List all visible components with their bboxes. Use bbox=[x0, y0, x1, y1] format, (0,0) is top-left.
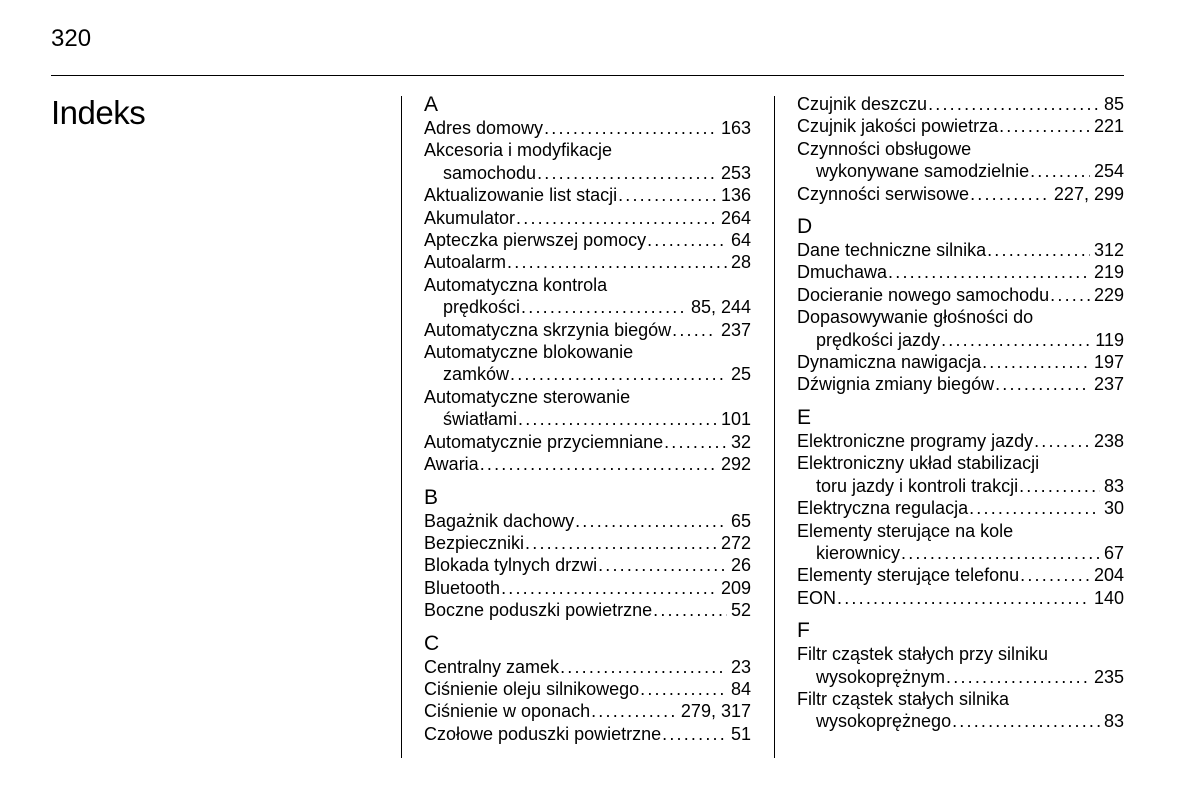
index-entry bbox=[424, 656, 751, 678]
index-entry bbox=[797, 351, 1124, 373]
entry-term: Czujnik deszczu bbox=[797, 94, 928, 114]
entry-page-ref: 140 bbox=[1093, 587, 1124, 608]
page-number: 320 bbox=[51, 25, 92, 52]
entry-page-ref: 227, 299 bbox=[1053, 183, 1124, 204]
dot-leader bbox=[516, 207, 717, 229]
entry-term: kierownicy bbox=[816, 542, 901, 563]
entry-term: Akumulator bbox=[424, 207, 516, 228]
index-column-2 bbox=[797, 93, 1124, 743]
entry-term: Automatyczna kontrola bbox=[424, 274, 608, 295]
entry-line bbox=[424, 408, 751, 430]
entry-term: Ciśnienie w oponach bbox=[424, 701, 591, 722]
entry-line bbox=[424, 599, 751, 621]
index-section bbox=[424, 93, 751, 476]
entry-line bbox=[797, 430, 1124, 452]
dot-leader bbox=[501, 577, 717, 599]
index-entry bbox=[797, 93, 1124, 115]
dot-leader bbox=[647, 229, 727, 251]
index-entry bbox=[797, 261, 1124, 283]
entry-term: Dopasowywanie głośności do bbox=[797, 307, 1034, 328]
entry-line bbox=[424, 207, 751, 229]
entry-term: Docieranie nowego samochodu bbox=[797, 284, 1050, 305]
index-entry bbox=[424, 319, 751, 341]
entry-line bbox=[797, 497, 1124, 519]
entry-line bbox=[424, 251, 751, 273]
entry-term: światłami bbox=[443, 409, 518, 430]
entry-line bbox=[424, 700, 751, 722]
entry-page-ref: 28 bbox=[730, 252, 751, 273]
index-entry bbox=[424, 700, 751, 722]
index-entry bbox=[424, 117, 751, 139]
index-entry bbox=[797, 239, 1124, 261]
entry-term: Bezpieczniki bbox=[424, 532, 525, 553]
entry-line bbox=[424, 453, 751, 475]
dot-leader bbox=[952, 710, 1100, 732]
entry-line bbox=[424, 139, 751, 161]
section-letter: C bbox=[424, 631, 440, 655]
dot-leader bbox=[928, 93, 1100, 115]
index-entry bbox=[797, 138, 1124, 183]
entry-line bbox=[424, 162, 751, 184]
entry-line bbox=[797, 666, 1124, 688]
entry-term: wykonywane samodzielnie bbox=[816, 161, 1030, 182]
entry-page-ref: 84 bbox=[730, 678, 751, 699]
index-entry bbox=[797, 643, 1124, 688]
entry-line bbox=[424, 723, 751, 745]
dot-leader bbox=[591, 700, 677, 722]
index-section bbox=[797, 406, 1124, 609]
dot-leader bbox=[999, 115, 1090, 137]
entry-page-ref: 235 bbox=[1093, 666, 1124, 687]
dot-leader bbox=[507, 251, 727, 273]
entry-term: samochodu bbox=[443, 162, 537, 183]
entry-line bbox=[424, 184, 751, 206]
entry-page-ref: 119 bbox=[1095, 329, 1124, 350]
index-entry bbox=[424, 723, 751, 745]
entry-line bbox=[797, 643, 1124, 665]
dot-leader bbox=[888, 261, 1090, 283]
entry-page-ref: 64 bbox=[730, 230, 751, 251]
entry-line bbox=[797, 284, 1124, 306]
dot-leader bbox=[1019, 475, 1100, 497]
entry-term: Autoalarm bbox=[424, 252, 507, 273]
entry-page-ref: 163 bbox=[720, 118, 751, 138]
index-entry bbox=[797, 587, 1124, 609]
dot-leader bbox=[969, 497, 1100, 519]
dot-leader bbox=[521, 296, 687, 318]
entry-term: Filtr cząstek stałych przy silniku bbox=[797, 644, 1049, 665]
dot-leader bbox=[1030, 160, 1090, 182]
index-entry bbox=[424, 184, 751, 206]
index-entry bbox=[797, 306, 1124, 351]
entry-term: Aktualizowanie list stacji bbox=[424, 185, 618, 206]
index-entry bbox=[424, 139, 751, 184]
entry-page-ref: 85, 244 bbox=[690, 297, 751, 318]
index-entry bbox=[424, 431, 751, 453]
entry-page-ref: 65 bbox=[730, 510, 751, 531]
entry-term: Dmuchawa bbox=[797, 262, 888, 283]
entry-line bbox=[797, 373, 1124, 395]
index-entry bbox=[424, 207, 751, 229]
dot-leader bbox=[987, 239, 1090, 261]
index-entry bbox=[424, 532, 751, 554]
entry-page-ref: 85 bbox=[1103, 94, 1124, 114]
entry-line bbox=[797, 93, 1124, 115]
entry-page-ref: 23 bbox=[730, 656, 751, 677]
entry-term: Boczne poduszki powietrzne bbox=[424, 600, 653, 621]
entry-line bbox=[424, 510, 751, 532]
entry-page-ref: 204 bbox=[1093, 565, 1124, 586]
entry-page-ref: 83 bbox=[1103, 475, 1124, 496]
section-letter: D bbox=[797, 215, 813, 239]
dot-leader bbox=[662, 723, 727, 745]
section-letter: E bbox=[797, 405, 812, 429]
dot-leader bbox=[837, 587, 1090, 609]
index-section bbox=[797, 215, 1124, 396]
dot-leader bbox=[598, 554, 727, 576]
entry-page-ref: 253 bbox=[720, 162, 751, 183]
entry-line bbox=[797, 564, 1124, 586]
index-entry bbox=[797, 115, 1124, 137]
entry-page-ref: 52 bbox=[730, 600, 751, 621]
dot-leader bbox=[901, 542, 1100, 564]
index-column-1 bbox=[424, 93, 751, 755]
entry-page-ref: 237 bbox=[720, 319, 751, 340]
entry-line bbox=[424, 532, 751, 554]
dot-leader bbox=[946, 666, 1090, 688]
entry-line bbox=[797, 520, 1124, 542]
dot-leader bbox=[995, 373, 1090, 395]
index-entry bbox=[797, 497, 1124, 519]
entry-line bbox=[797, 183, 1124, 205]
entry-page-ref: 254 bbox=[1093, 161, 1124, 182]
entry-term: Automatyczne blokowanie bbox=[424, 342, 634, 363]
entry-page-ref: 237 bbox=[1093, 374, 1124, 395]
index-entry bbox=[797, 564, 1124, 586]
index-entry bbox=[424, 453, 751, 475]
index-section bbox=[424, 632, 751, 746]
dot-leader bbox=[982, 351, 1090, 373]
entry-line bbox=[424, 341, 751, 363]
entry-line bbox=[797, 688, 1124, 710]
entry-page-ref: 312 bbox=[1093, 240, 1124, 261]
index-entry bbox=[424, 386, 751, 431]
dot-leader bbox=[618, 184, 717, 206]
dot-leader bbox=[575, 510, 727, 532]
entry-line bbox=[424, 554, 751, 576]
column-divider-left bbox=[401, 96, 402, 758]
entry-term: Ciśnienie oleju silnikowego bbox=[424, 678, 640, 699]
index-entry bbox=[797, 430, 1124, 452]
entry-line bbox=[797, 475, 1124, 497]
column-divider-right bbox=[774, 96, 775, 758]
section-letter: F bbox=[797, 619, 810, 643]
entry-page-ref: 209 bbox=[720, 577, 751, 598]
entry-page-ref: 51 bbox=[730, 723, 751, 744]
header-rule bbox=[51, 75, 1124, 76]
dot-leader bbox=[537, 162, 717, 184]
dot-leader bbox=[1050, 284, 1090, 306]
index-entry bbox=[424, 510, 751, 532]
entry-page-ref: 26 bbox=[730, 555, 751, 576]
entry-term: EON bbox=[797, 587, 837, 608]
entry-page-ref: 292 bbox=[720, 454, 751, 475]
entry-page-ref: 67 bbox=[1103, 542, 1124, 563]
index-section bbox=[797, 93, 1124, 205]
entry-line bbox=[797, 329, 1124, 351]
entry-line bbox=[424, 274, 751, 296]
entry-line bbox=[797, 239, 1124, 261]
dot-leader bbox=[1020, 564, 1090, 586]
entry-line bbox=[797, 710, 1124, 732]
index-entry bbox=[424, 577, 751, 599]
index-entry bbox=[424, 678, 751, 700]
dot-leader bbox=[970, 183, 1050, 205]
entry-page-ref: 219 bbox=[1093, 262, 1124, 283]
entry-page-ref: 25 bbox=[730, 364, 751, 385]
entry-term: Dźwignia zmiany biegów bbox=[797, 374, 995, 395]
entry-term: Czołowe poduszki powietrzne bbox=[424, 723, 662, 744]
entry-term: toru jazdy i kontroli trakcji bbox=[816, 475, 1019, 496]
dot-leader bbox=[525, 532, 717, 554]
entry-line bbox=[424, 678, 751, 700]
entry-term: Filtr cząstek stałych silnika bbox=[797, 688, 1010, 709]
entry-term: Automatyczna skrzynia biegów bbox=[424, 319, 672, 340]
entry-line bbox=[797, 351, 1124, 373]
dot-leader bbox=[480, 453, 717, 475]
entry-page-ref: 30 bbox=[1103, 498, 1124, 519]
index-entry bbox=[424, 554, 751, 576]
index-entry bbox=[424, 229, 751, 251]
entry-term: Apteczka pierwszej pomocy bbox=[424, 230, 647, 251]
entry-line bbox=[424, 363, 751, 385]
index-section bbox=[424, 486, 751, 622]
index-entry bbox=[424, 599, 751, 621]
entry-page-ref: 264 bbox=[720, 207, 751, 228]
dot-leader bbox=[653, 599, 727, 621]
entry-page-ref: 229 bbox=[1093, 284, 1124, 305]
entry-page-ref: 272 bbox=[720, 532, 751, 553]
index-entry bbox=[424, 251, 751, 273]
entry-page-ref: 197 bbox=[1093, 352, 1124, 373]
entry-line bbox=[797, 587, 1124, 609]
entry-term: Bluetooth bbox=[424, 577, 501, 598]
index-entry bbox=[797, 373, 1124, 395]
entry-line bbox=[424, 431, 751, 453]
entry-line bbox=[797, 160, 1124, 182]
entry-line bbox=[424, 117, 751, 139]
entry-line bbox=[424, 656, 751, 678]
entry-term: Czujnik jakości powietrza bbox=[797, 116, 999, 137]
entry-term: Elementy sterujące na kole bbox=[797, 520, 1014, 541]
entry-term: Akcesoria i modyfikacje bbox=[424, 140, 613, 161]
entry-line bbox=[797, 542, 1124, 564]
entry-term: Dane techniczne silnika bbox=[797, 240, 987, 261]
entry-line bbox=[424, 319, 751, 341]
entry-page-ref: 101 bbox=[720, 409, 751, 430]
entry-line bbox=[424, 229, 751, 251]
entry-term: prędkości jazdy bbox=[816, 329, 941, 350]
section-letter: B bbox=[424, 485, 439, 509]
entry-term: prędkości bbox=[443, 297, 521, 318]
index-entry bbox=[424, 274, 751, 319]
section-letter: A bbox=[424, 93, 439, 116]
entry-line bbox=[424, 296, 751, 318]
entry-term: Automatyczne sterowanie bbox=[424, 386, 631, 407]
page-title: Indeks bbox=[51, 94, 146, 131]
entry-line bbox=[424, 577, 751, 599]
entry-term: Czynności serwisowe bbox=[797, 183, 970, 204]
dot-leader bbox=[560, 656, 727, 678]
entry-page-ref: 279, 317 bbox=[680, 701, 751, 722]
entry-term: Czynności obsługowe bbox=[797, 138, 972, 159]
entry-page-ref: 238 bbox=[1093, 430, 1124, 451]
entry-term: Adres domowy bbox=[424, 118, 544, 138]
entry-line bbox=[424, 386, 751, 408]
entry-term: Elementy sterujące telefonu bbox=[797, 565, 1020, 586]
entry-term: zamków bbox=[443, 364, 510, 385]
entry-page-ref: 221 bbox=[1093, 116, 1124, 137]
entry-line bbox=[797, 115, 1124, 137]
dot-leader bbox=[1034, 430, 1090, 452]
dot-leader bbox=[941, 329, 1091, 351]
entry-page-ref: 32 bbox=[730, 431, 751, 452]
dot-leader bbox=[672, 319, 717, 341]
entry-term: wysokoprężnego bbox=[816, 711, 952, 732]
entry-term: Elektroniczne programy jazdy bbox=[797, 430, 1034, 451]
dot-leader bbox=[664, 431, 727, 453]
dot-leader bbox=[544, 117, 717, 139]
entry-term: Automatycznie przyciemniane bbox=[424, 431, 664, 452]
dot-leader bbox=[640, 678, 727, 700]
entry-term: Dynamiczna nawigacja bbox=[797, 352, 982, 373]
entry-term: Elektryczna regulacja bbox=[797, 498, 969, 519]
index-entry bbox=[797, 452, 1124, 497]
entry-line bbox=[797, 261, 1124, 283]
entry-term: Awaria bbox=[424, 454, 479, 475]
index-entry bbox=[797, 688, 1124, 733]
index-entry bbox=[797, 520, 1124, 565]
entry-term: Blokada tylnych drzwi bbox=[424, 555, 598, 576]
index-section bbox=[797, 619, 1124, 733]
entry-term: Elektroniczny układ stabilizacji bbox=[797, 453, 1040, 474]
dot-leader bbox=[510, 363, 727, 385]
entry-line bbox=[797, 138, 1124, 160]
entry-line bbox=[797, 452, 1124, 474]
index-entry bbox=[797, 284, 1124, 306]
entry-term: Centralny zamek bbox=[424, 656, 560, 677]
entry-page-ref: 136 bbox=[720, 185, 751, 206]
entry-term: Bagażnik dachowy bbox=[424, 510, 575, 531]
entry-term: wysokoprężnym bbox=[816, 666, 946, 687]
index-entry bbox=[797, 183, 1124, 205]
entry-page-ref: 83 bbox=[1103, 711, 1124, 732]
entry-line bbox=[797, 306, 1124, 328]
dot-leader bbox=[518, 408, 717, 430]
index-entry bbox=[424, 341, 751, 386]
